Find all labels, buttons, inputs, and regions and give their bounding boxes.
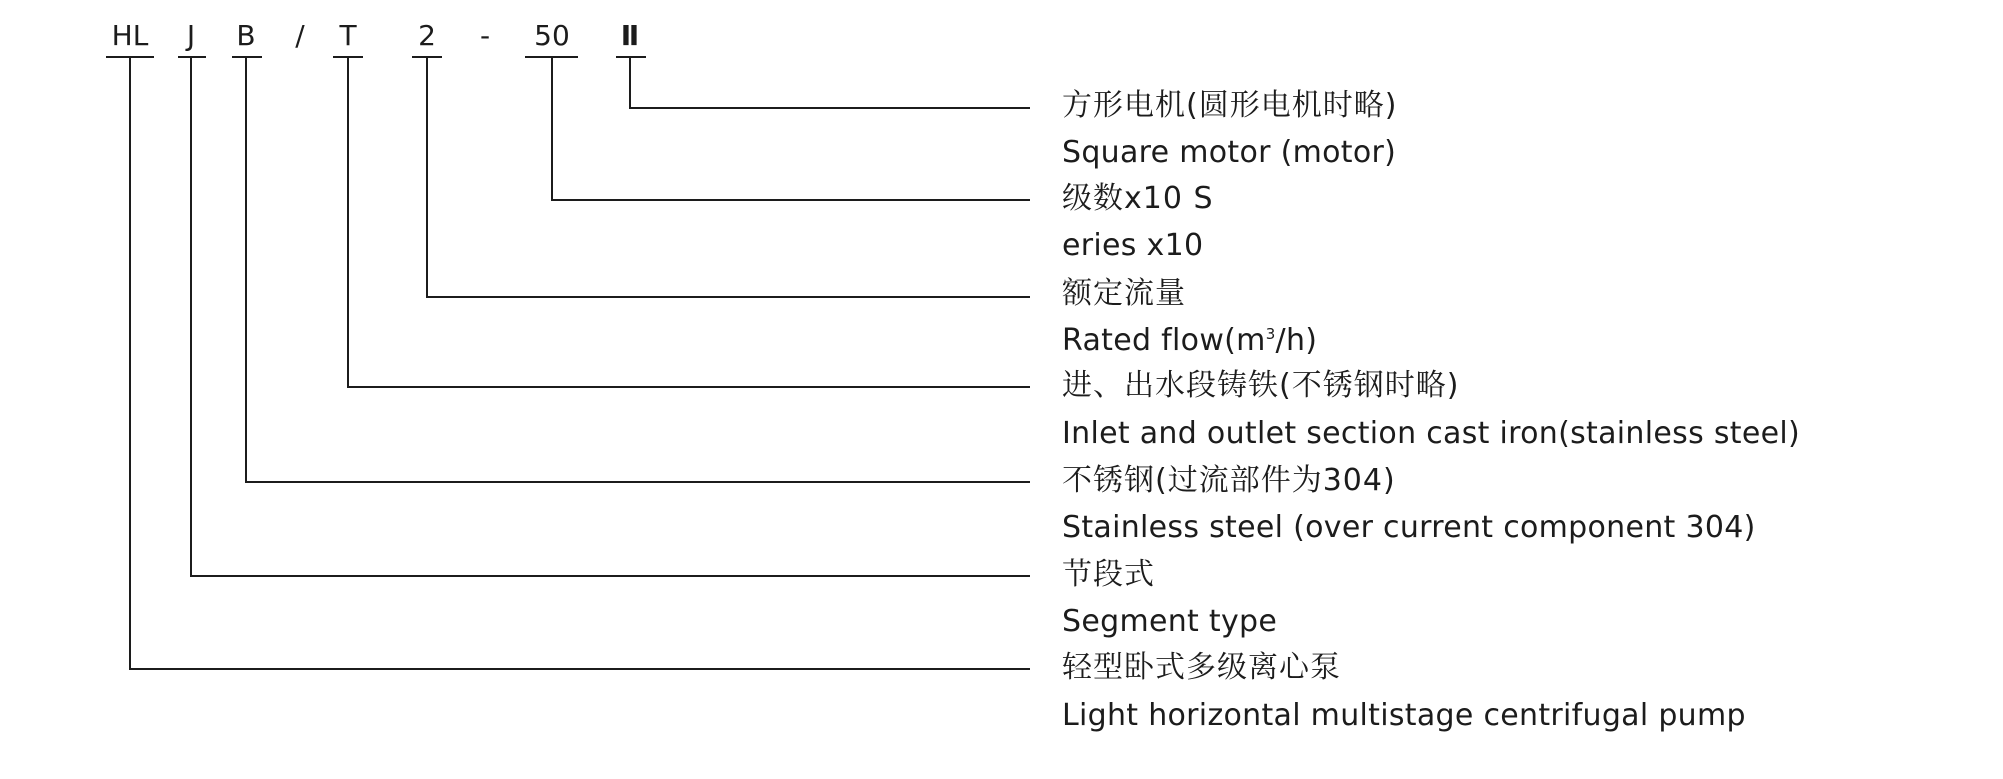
leader-two	[427, 57, 1030, 297]
desc-flow-en	[1062, 322, 1317, 360]
desc-roman-en: Square motor (motor)	[1062, 135, 1397, 170]
leader-hl	[130, 57, 1030, 669]
desc-stages-cn: 级数x10 S	[1062, 181, 1214, 216]
desc-stages-en: eries x10	[1062, 228, 1204, 263]
code-b: B	[236, 19, 256, 52]
code-j: J	[186, 19, 196, 52]
leader-fifty	[552, 57, 1030, 200]
desc-flow-en-pre: Rated flow(m	[1062, 323, 1266, 358]
desc-b-en: Stainless steel (over current component 304)	[1062, 510, 1756, 545]
leader-j	[191, 57, 1030, 576]
desc-j-en: Segment type	[1062, 604, 1278, 639]
desc-t-cn: 进、出水段铸铁(不锈钢时略)	[1062, 368, 1460, 403]
code-dash: -	[479, 19, 491, 52]
desc-b-cn: 不锈钢(过流部件为304)	[1062, 463, 1396, 498]
desc-t-en: Inlet and outlet section cast iron(stainless steel)	[1062, 416, 1800, 451]
desc-roman-cn: 方形电机(圆形电机时略)	[1062, 88, 1398, 123]
code-hl: HL	[111, 19, 149, 52]
desc-hl-cn: 轻型卧式多级离心泵	[1062, 650, 1341, 685]
desc-flow-cn: 额定流量	[1062, 276, 1186, 311]
leader-b	[246, 57, 1030, 482]
desc-hl-en: Light horizontal multistage centrifugal pump	[1062, 698, 1746, 733]
code-fifty: 50	[534, 19, 570, 52]
code-two: 2	[418, 19, 436, 52]
desc-j-cn: 节段式	[1062, 557, 1155, 592]
desc-flow-en-post: /h)	[1275, 323, 1318, 358]
desc-flow-en-sup: 3	[1265, 325, 1276, 343]
code-slash: /	[295, 19, 305, 52]
leader-roman	[630, 57, 1030, 108]
code-roman: Ⅱ	[620, 19, 640, 52]
leader-t	[348, 57, 1030, 387]
code-t: T	[339, 19, 357, 52]
